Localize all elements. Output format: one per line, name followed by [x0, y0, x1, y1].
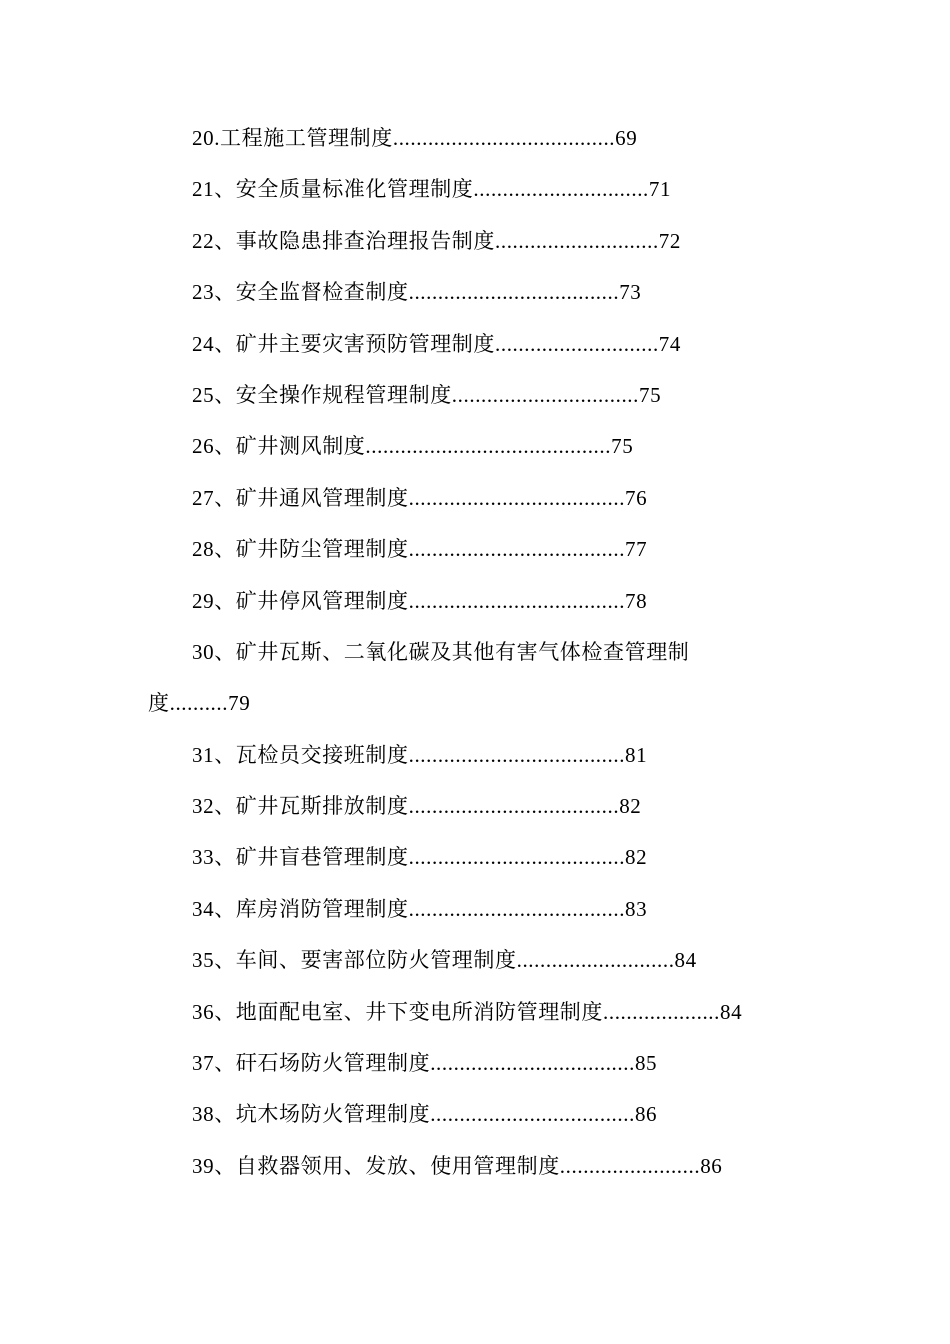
toc-entry-34: 34、库房消防管理制度.....................................83: [192, 896, 648, 921]
toc-entry-38: 38、坑木场防火管理制度...................................86: [192, 1102, 658, 1127]
toc-entry-28: 28、矿井防尘管理制度.....................................77: [192, 537, 648, 562]
toc-entry-37: 37、矸石场防火管理制度...................................85: [192, 1051, 658, 1076]
toc-entry-22: 22、事故隐患排查治理报告制度............................72: [192, 228, 681, 253]
toc-entry-33: 33、矿井盲巷管理制度.....................................82: [192, 845, 648, 870]
toc-entry-20: 20.工程施工管理制度......................................69: [192, 126, 638, 150]
toc-entry-36: 36、地面配电室、井下变电所消防管理制度....................84: [192, 999, 743, 1024]
toc-entry-27: 27、矿井通风管理制度.....................................76: [192, 485, 648, 510]
toc-entry-31: 31、瓦检员交接班制度.....................................81: [192, 742, 648, 767]
toc-entry-23: 23、安全监督检查制度....................................73: [192, 280, 642, 305]
toc-entry-26: 26、矿井测风制度..........................................75: [192, 434, 634, 459]
toc-entry-32: 32、矿井瓦斯排放制度....................................82: [192, 794, 642, 819]
toc-entry-30-line-1: 30、矿井瓦斯、二氧化碳及其他有害气体检查管理制: [192, 639, 690, 664]
toc-entry-29: 29、矿井停风管理制度.....................................78: [192, 588, 648, 613]
toc-entry-35: 35、车间、要害部位防火管理制度...........................84: [192, 948, 697, 973]
toc-entry-24: 24、矿井主要灾害预防管理制度............................74: [192, 331, 681, 356]
toc-entry-39: 39、自救器领用、发放、使用管理制度........................86: [192, 1153, 723, 1178]
table-of-contents: [148, 113, 768, 1192]
toc-entry-30-line-2: 度..........79: [148, 691, 251, 716]
toc-entry-21: 21、安全质量标准化管理制度..............................71: [192, 177, 672, 202]
toc-entry-25: 25、安全操作规程管理制度................................75: [192, 382, 662, 407]
